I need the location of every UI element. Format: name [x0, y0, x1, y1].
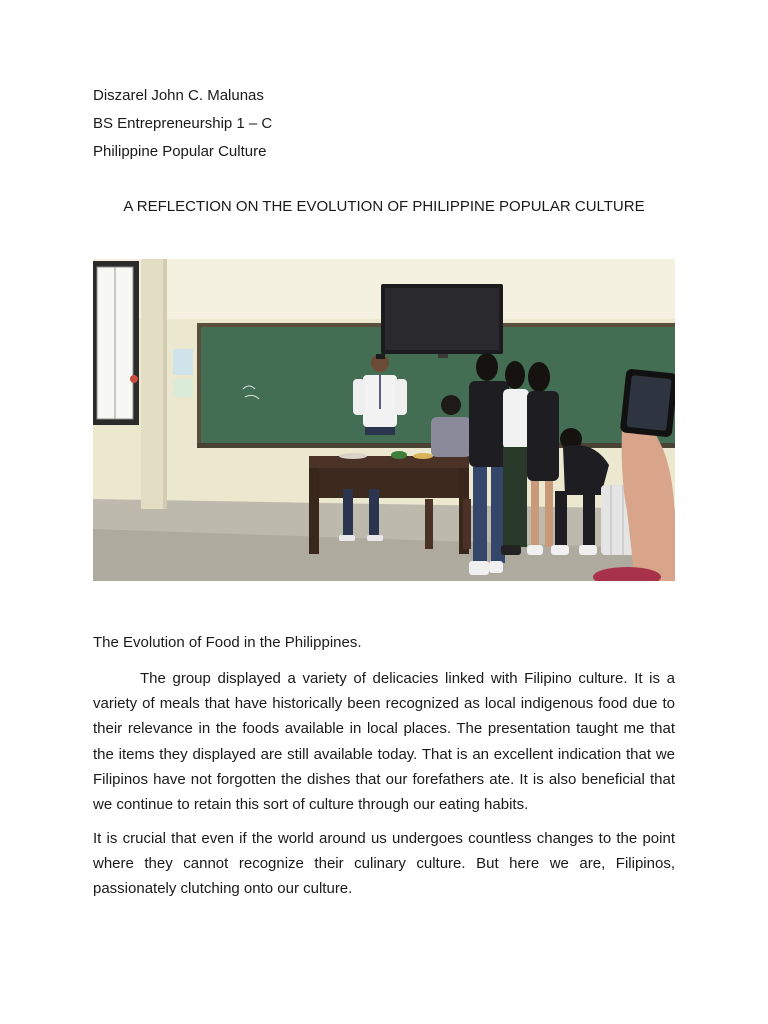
author-name: Diszarel John C. Malunas — [93, 87, 264, 104]
paragraph-2: It is crucial that even if the world around us undergoes countless changes to the point where they cannot recognize their culinary culture. But here we are, Filipinos, passionately clutching onto our culture. — [93, 830, 675, 898]
classroom-photo — [93, 259, 675, 581]
classroom-photo-illustration — [93, 259, 675, 581]
section-heading: The Evolution of Food in the Philippines. — [93, 634, 362, 651]
document-title: A REFLECTION ON THE EVOLUTION OF PHILIPPINE POPULAR CULTURE — [123, 198, 645, 215]
program-line: BS Entrepreneurship 1 – C — [93, 115, 273, 132]
paragraph-1: The group displayed a variety of delicacies linked with Filipino culture. It is a variety of meals that have historically been recognized as local indigenous food due to their relevance in the foods available in local places. The presentation taught me that the items they displayed are still available today. That is an excellent indication that we Filipinos have not forgotten the dishes that our forefathers ate. It is also beneficial that we continue to retain this sort of culture through our eating habits. — [93, 670, 675, 814]
course-line: Philippine Popular Culture — [93, 143, 267, 160]
